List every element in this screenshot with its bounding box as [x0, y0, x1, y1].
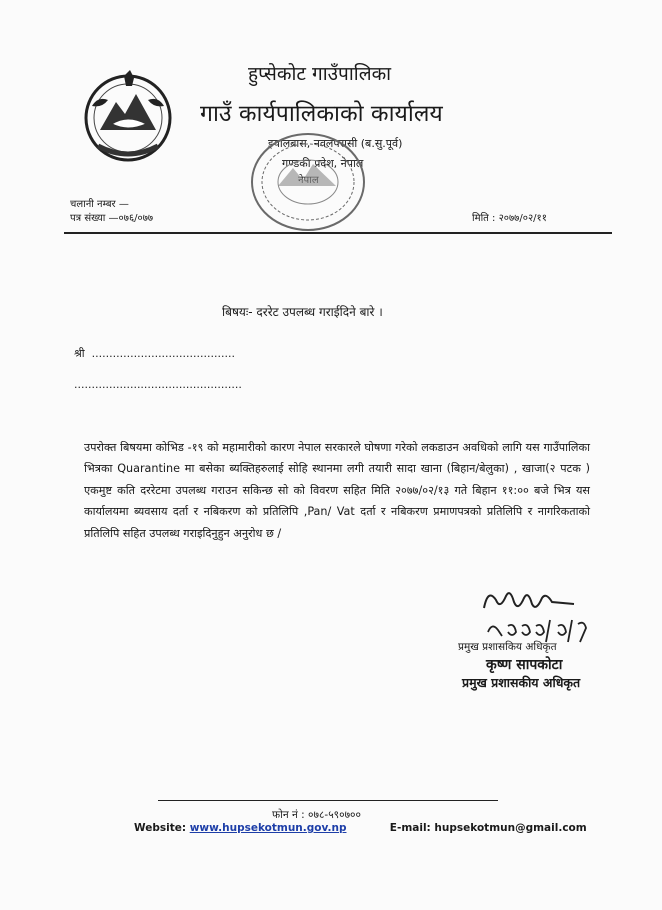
email-address[interactable]: hupsekotmun@gmail.com	[434, 822, 587, 834]
footer-divider	[158, 800, 498, 801]
addressee-line-1: श्री .........................................	[74, 347, 235, 360]
signatory-name: कृष्ण सापकोटा	[486, 657, 563, 673]
letter-date: मिति : २०७७/०२/११	[472, 213, 547, 224]
addressee-line-2: ................................................	[74, 378, 242, 391]
signatory-role: प्रमुख प्रशासकिय अधिकृत	[458, 641, 557, 653]
website-link[interactable]: www.hupsekotmun.gov.np	[189, 822, 347, 834]
footer-contact	[134, 822, 587, 834]
office-name: गाउँ कार्यपालिकाको कार्यालय	[200, 101, 443, 127]
letter-body: उपरोक्त बिषयमा कोभिड -१९ को महामारीको कारण नेपाल सरकारले घोषणा गरेको लकडाउन अवधिको लागि यस गाउँपालिका भित्रका Quarantine मा बसेका ब्यक्तिहरुलाई सोहि स्थानमा लगी तयारी सादा खाना (बिहान/बेलुका) , खाजा(२ पटक ) एकमुष्ट कति दररेटमा उपलब्ध गराउन सकिन्छ सो को विवरण सहित मिति २०७७/०२/१३ गते बिहान ११:०० बजे भित्र यस कार्यालयमा ब्यवसाय दर्ता र नबिकरण को प्रतिलिपि ,Pan/ Vat दर्ता र नबिकरण प्रमाणपत्रको प्रतिलिपि र नागरिकताको प्रतिलिपि सहित उपलब्ध गराइदिनुहुन अनुरोध छ /	[84, 441, 590, 540]
letter-subject: बिषयः- दररेट उपलब्ध गराईदिने बारे ।	[222, 305, 383, 319]
letter-number: पत्र संख्या —०७६/०७७	[70, 213, 154, 224]
dispatch-number: चलानी नम्बर —	[70, 199, 129, 210]
municipality-name: हुप्सेकोट गाउँपालिका	[248, 63, 392, 85]
email-label: E-mail:	[389, 822, 431, 834]
website-label: Website:	[134, 822, 187, 834]
handwritten-signature	[478, 586, 596, 646]
office-location: झ्यालबास, नवलपरासी (ब.सु.पूर्व)	[268, 137, 403, 150]
office-province: गण्डकी प्रदेश, नेपाल	[282, 157, 364, 170]
signatory-title: प्रमुख प्रशासकीय अधिकृत	[462, 675, 581, 690]
footer-phone: फोन नं : ०७८-५९०७००	[272, 809, 361, 821]
nepal-emblem-logo	[78, 66, 178, 166]
office-stamp	[248, 128, 368, 236]
header-divider	[64, 232, 612, 234]
